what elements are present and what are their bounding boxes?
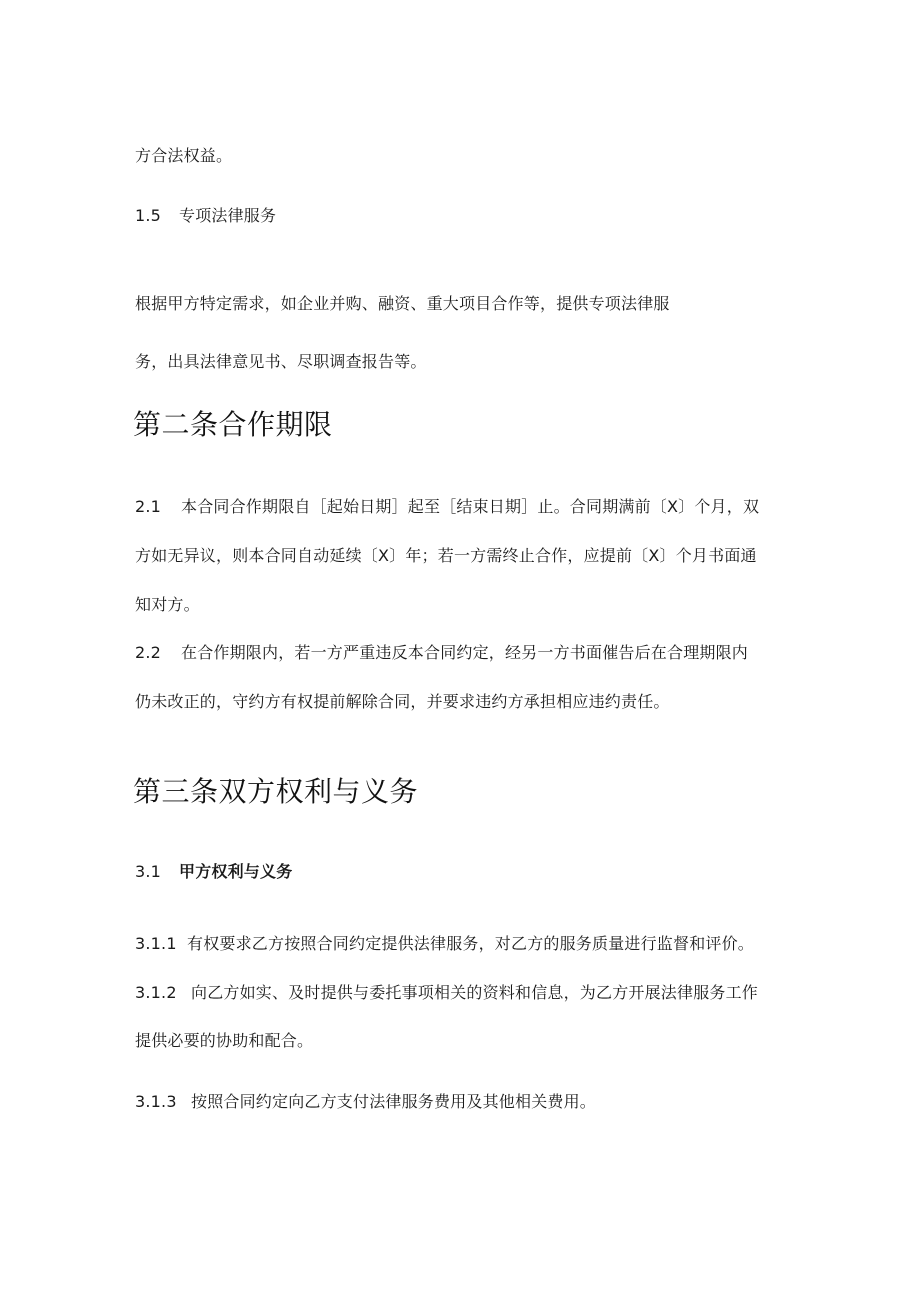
clause-number: 2.1 <box>135 497 162 516</box>
clause-text: 在合作期限内，若一方严重违反本合同约定，经另一方书面催告后在合理期限内 <box>181 643 749 662</box>
clause-text: 有权要求乙方按照合同约定提供法律服务，对乙方的服务质量进行监督和评价。 <box>187 934 755 953</box>
paragraph-line: 提供必要的协助和配合。 <box>135 1031 314 1050</box>
clause-number: 3.1.1 <box>135 934 177 953</box>
clause-3-1-3-line <box>135 1092 596 1112</box>
section-title: 甲方权利与义务 <box>179 862 293 881</box>
clause-number: 3.1.3 <box>135 1092 177 1111</box>
clause-number: 2.2 <box>135 643 162 662</box>
clause-text: 向乙方如实、及时提供与委托事项相关的资料和信息，为乙方开展法律服务工作 <box>191 983 759 1002</box>
clause-3-1-2-line <box>135 983 758 1003</box>
clause-2-2-line <box>135 643 748 663</box>
continuation-text: 方合法权益。 <box>135 146 233 165</box>
clause-3-1-1-line <box>135 934 754 954</box>
paragraph-line: 务，出具法律意见书、尽职调查报告等。 <box>135 352 427 371</box>
section-1-5-heading <box>135 206 276 226</box>
clause-text: 本合同合作期限自［起始日期］起至［结束日期］止。合同期满前〔X〕个月，双 <box>181 497 760 516</box>
paragraph-line: 根据甲方特定需求，如企业并购、融资、重大项目合作等，提供专项法律服 <box>135 294 670 313</box>
section-title: 专项法律服务 <box>179 206 277 225</box>
article-3-heading: 第三条双方权利与义务 <box>133 775 419 808</box>
paragraph-line: 方如无异议，则本合同自动延续〔X〕年；若一方需终止合作，应提前〔X〕个月书面通 <box>135 546 757 565</box>
paragraph-line: 知对方。 <box>135 595 200 614</box>
section-3-1-heading <box>135 862 292 882</box>
clause-text: 按照合同约定向乙方支付法律服务费用及其他相关费用。 <box>191 1092 597 1111</box>
section-number: 3.1 <box>135 862 162 881</box>
clause-2-1-line <box>135 497 759 517</box>
clause-number: 3.1.2 <box>135 983 177 1002</box>
article-2-heading: 第二条合作期限 <box>133 408 333 441</box>
paragraph-line: 仍未改正的，守约方有权提前解除合同，并要求违约方承担相应违约责任。 <box>135 692 670 711</box>
section-number: 1.5 <box>135 206 162 225</box>
